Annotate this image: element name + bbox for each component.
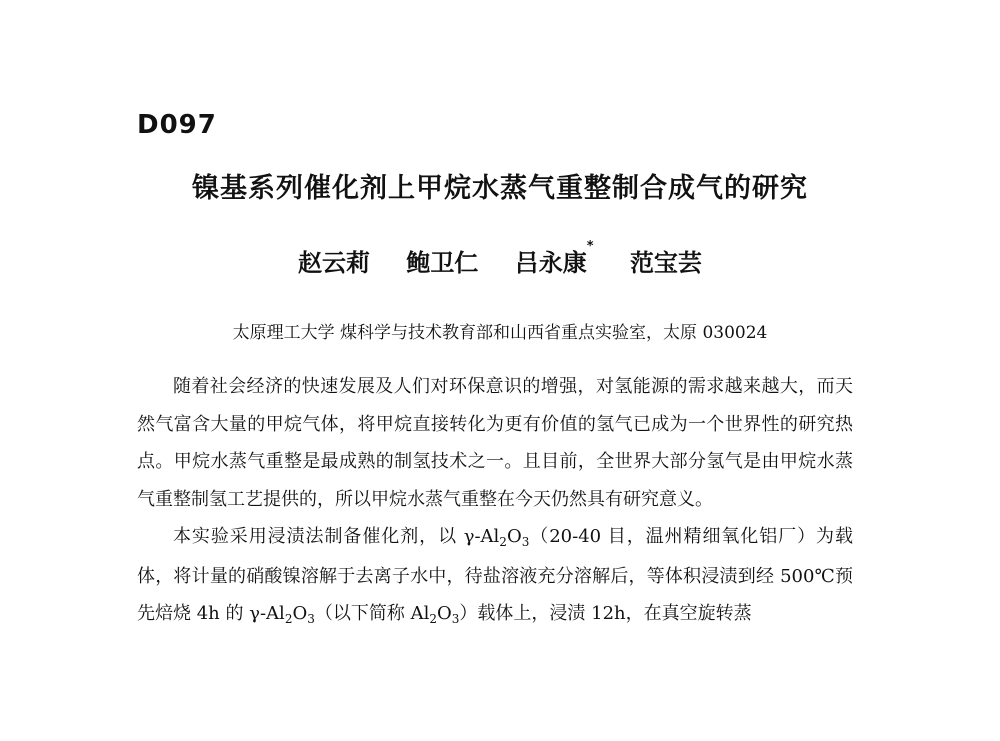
author [298,243,370,278]
author [630,243,702,278]
paragraph-intro: 随着社会经济的快速发展及人们对环保意识的增强，对氢能源的需求越来越大，而天然气富含大量的甲烷气体，将甲烷直接转化为更有价值的氢气已成为一个世界性的研究热点。甲烷水蒸气重整是最成熟的制氢技术之一。且目前，全世界大部分氢气是由甲烷水蒸气重整制氢工艺提供的，所以甲烷水蒸气重整在今天仍然具有研究意义。 [137,376,853,510]
paper-code: D097 [137,110,217,140]
author-name: 范宝芸 [629,249,702,277]
paragraph-method: 本实验采用浸渍法制备催化剂，以 $\gamma-Al_2O_3(20-40$ 目，温州精细氧化铝厂）为载体，将计量的硝酸镍溶解于去离子水中，待盐溶液充分溶解后，等体积浸渍到经 500℃预先焙烧 4h 的 $\gamma-Al_2O_3$（以下简称 $Al_2O_3$）载体上，浸渍 12h，在真空旋转蒸 [137,526,853,626]
author-name: 赵云莉 [298,249,371,277]
author [514,239,594,278]
author-name: 鲍卫仁 [406,249,479,277]
corresponding-mark: * [586,239,594,254]
author [406,243,478,278]
abstract-body [137,368,853,635]
affiliation: 太原理工大学 煤科学与技术教育部和山西省重点实验室，太原 030024 [232,323,768,343]
author-list [0,239,1000,278]
paper-title: 镍基系列催化剂上甲烷水蒸气重整制合成气的研究 [192,173,808,204]
author-name: 吕永康 [514,249,587,277]
